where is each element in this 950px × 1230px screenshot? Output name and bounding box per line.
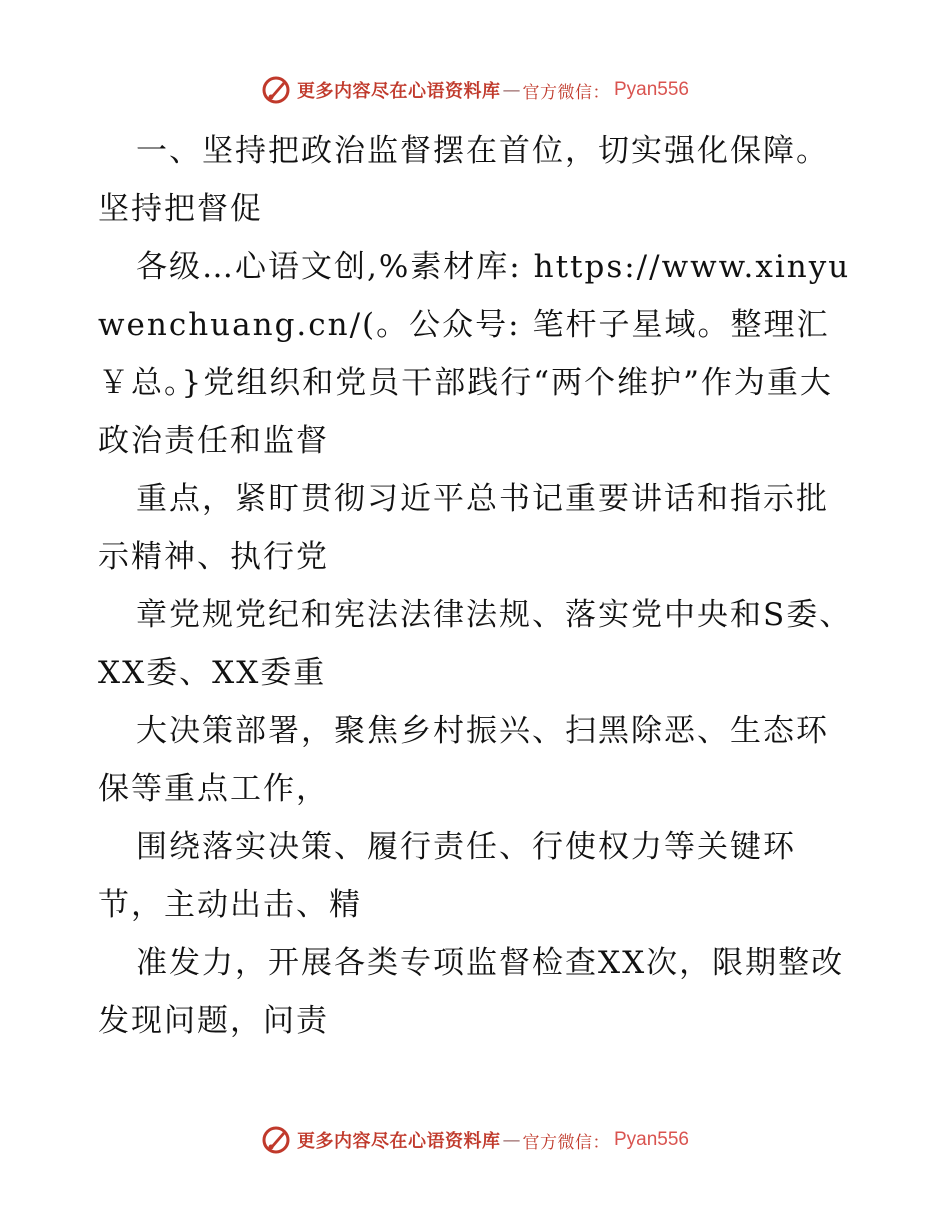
header-banner: [0, 70, 950, 110]
banner-main-text: 更多内容尽在心语资料库: [296, 1131, 501, 1152]
paragraph: 重点，紧盯贯彻习近平总书记重要讲话和指示批示精神、执行党: [98, 481, 829, 575]
banner-separator: —: [502, 79, 521, 101]
paragraph: 围绕落实决策、履行责任、行使权力等关键环节，主动出击、精: [98, 829, 796, 923]
paragraph: 各级…心语文创,%素材库: https://www.xinyuwenchuang.cn/(。公众号: 笔杆子星域。整理汇￥总。}党组织和党员干部践行“两个维护”作为重大政治责任和监督: [98, 249, 851, 459]
paragraph: 大决策部署，聚焦乡村振兴、扫黑除恶、生态环保等重点工作，: [98, 713, 829, 807]
banner-wechat-label: 官方微信：: [522, 82, 610, 103]
banner-wechat-id: Pyan556: [613, 1129, 689, 1150]
paragraph: 准发力，开展各类专项监督检查XX次，限期整改发现问题，问责: [98, 945, 845, 1039]
banner-wechat-label: 官方微信：: [522, 1132, 610, 1153]
banner-main-text: 更多内容尽在心语资料库: [296, 81, 501, 102]
footer-banner: [0, 1120, 950, 1160]
paragraph: 一、坚持把政治监督摆在首位，切实强化保障。坚持把督促: [98, 133, 829, 227]
banner-separator: —: [502, 1129, 521, 1151]
banner-wechat-id: Pyan556: [613, 79, 689, 100]
paragraph: 章党规党纪和宪法法律法规、落实党中央和S委、XX委、XX委重: [98, 597, 853, 691]
document-body: [98, 122, 858, 1050]
brush-logo-icon: [261, 75, 291, 105]
brush-logo-icon: [261, 1125, 291, 1155]
